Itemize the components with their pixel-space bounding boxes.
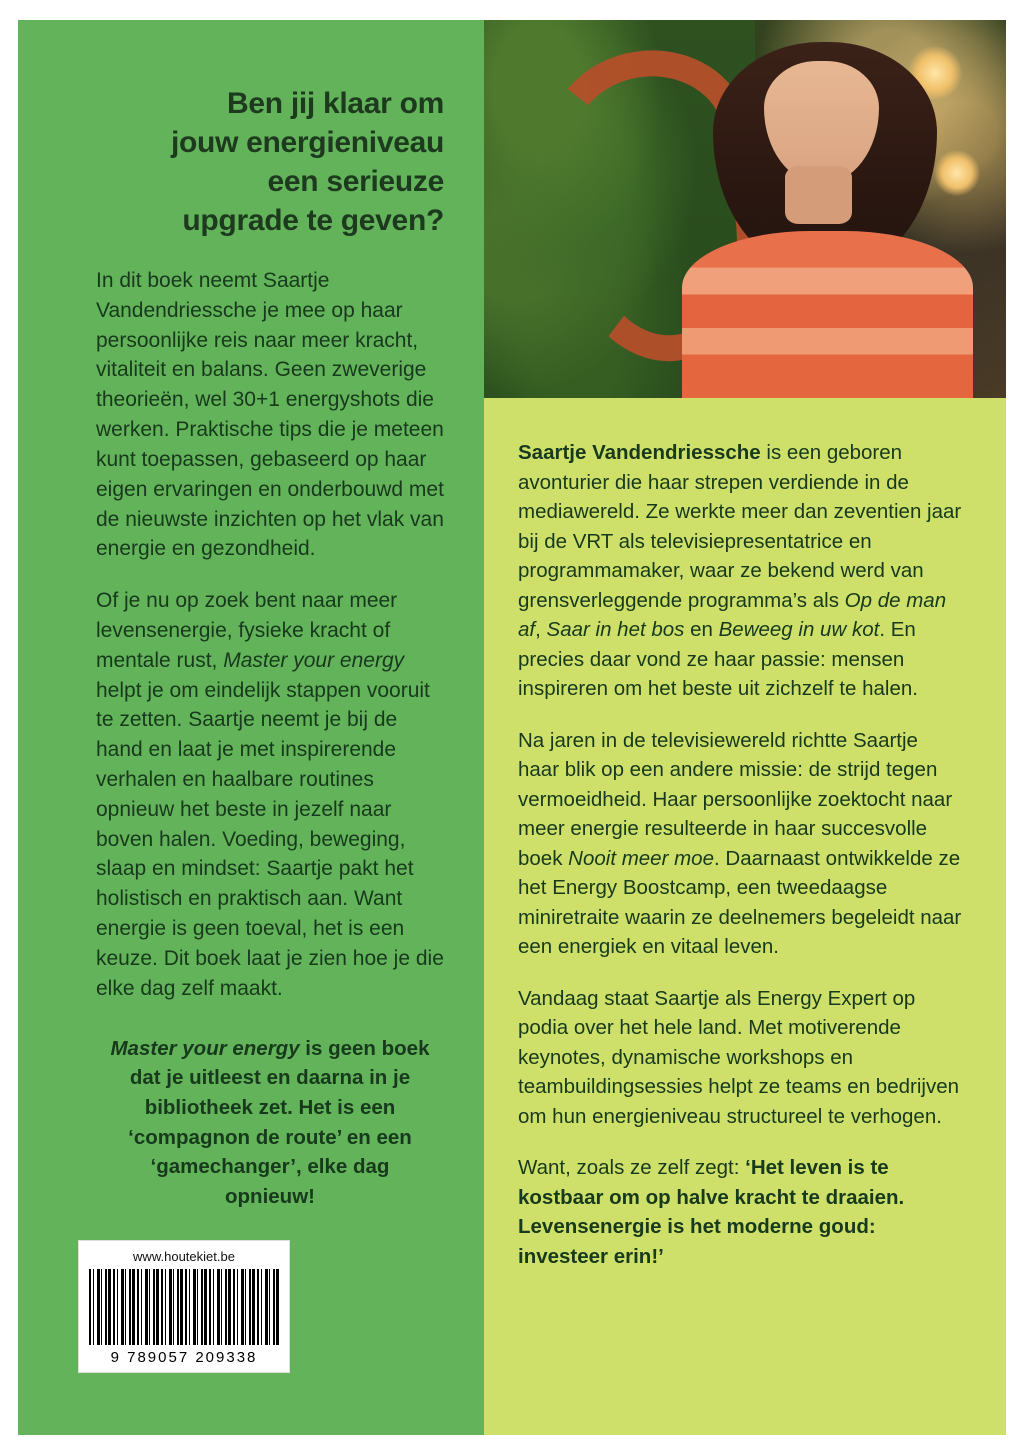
bio-p1-b: , <box>535 618 547 642</box>
bio-paragraph-3: Vandaag staat Saartje als Energy Expert op podia over het hele land. Met motiverende keynotes, dynamische workshops en teambuildingsessies helpt ze teams en bedrijven om hun energieniveau structureel te verhogen. <box>518 986 960 1128</box>
bio-p1-program-1: Op de man af <box>518 588 947 642</box>
bio-paragraph-2 <box>518 726 962 962</box>
bio-quote: ‘Het leven is te kostbaar om op halve kracht te draaien. Levensenergie is het moderne goud: investeer erin!’ <box>518 1156 905 1268</box>
pull-quote-rest: is geen boek dat je uitleest en daarna in je bibliotheek zet. Het is een ‘compagnon de route’ en een ‘gamechanger’, elke dag opnieuw! <box>128 1036 430 1209</box>
bio-p2-b: . Daarnaast ontwikkelde ze het Energy Boostcamp, een tweedaagse miniretraite waarin ze deelnemers begeleidt naar een energiek en vitaal leven. <box>518 846 962 959</box>
blurb-paragraph-2 <box>96 586 444 1003</box>
pull-quote-title: Master your energy <box>110 1036 300 1060</box>
author-photo <box>484 20 1006 398</box>
blurb-p2-part-b: helpt je om eindelijk stappen vooruit te zetten. Saartje neemt je bij de hand en laat je met inspirerende verhalen en haalbare routines opnieuw het beste in jezelf naar boven halen. Voeding, beweging, slaap en mindset: Saartje pakt het holistisch en praktisch aan. Want energie is geen toeval, het is een keuze. Dit boek laat je zien hoe je die elke dag zelf maakt. <box>96 678 444 1000</box>
headline-line-1: Ben jij klaar om <box>227 87 444 120</box>
photo-person-neck <box>785 166 852 224</box>
blurb-p2-part-a: Of je nu op zoek bent naar meer levensenergie, fysieke kracht of mentale rust, <box>96 589 398 672</box>
bio-p1-program-3: Beweeg in uw kot <box>718 618 880 642</box>
right-column <box>484 20 1006 1435</box>
blurb-p2-title: Master your energy <box>223 648 405 672</box>
photo-person-sweater <box>682 231 973 398</box>
pull-quote <box>96 1034 444 1212</box>
book-cover <box>18 20 1006 1435</box>
bio-p1-d: . En precies daar vond ze haar passie: mensen inspireren om het beste uit zichzelf te halen. <box>518 618 918 701</box>
bio-paragraph-4 <box>518 1153 962 1271</box>
bio-p1-c: en <box>684 618 719 642</box>
bio-p1-a: is een geboren avonturier die haar strepen verdiende in de mediawereld. Ze werkte meer dan zeventien jaar bij de VRT als televisiepresentatrice en programmamaker, waar ze bekend werd van grensverleggende programma’s als <box>518 441 962 612</box>
barcode-block <box>78 1240 290 1373</box>
headline-line-2: jouw energieniveau <box>170 126 444 159</box>
headline-line-4: upgrade te geven? <box>182 204 444 237</box>
bio-p2-book-title: Nooit meer moe <box>568 846 714 870</box>
author-bio <box>484 398 1006 1435</box>
blurb-paragraph-1: In dit boek neemt Saartje Vandendriessche je mee op haar persoonlijke reis naar meer kracht, vitaliteit en balans. Geen zweverige theorieën, wel 30+1 energyshots die werken. Praktische tips die je meteen kunt toepassen, gebaseerd op haar eigen ervaringen en onderbouwd met de nieuwste inzichten op het vlak van energie en gezondheid. <box>96 269 444 561</box>
blurb-text <box>96 266 444 1004</box>
publisher-url: www.houtekiet.be <box>133 1249 235 1264</box>
photo-person <box>682 35 985 398</box>
bio-p1-program-2: Saar in het bos <box>546 618 685 642</box>
author-name: Saartje Vandendriessche <box>518 441 761 464</box>
page-title <box>96 84 444 240</box>
barcode-icon <box>89 1269 279 1345</box>
left-column <box>18 20 484 1435</box>
bio-p4-a: Want, zoals ze zelf zegt: <box>518 1156 746 1180</box>
bio-p2-a: Na jaren in de televisiewereld richtte Saartje haar blik op een andere missie: de strijd tegen vermoeidheid. Haar persoonlijke zoektocht naar meer energie resulteerde in haar succesvolle boek <box>518 728 953 870</box>
headline-line-3: een serieuze <box>267 165 444 198</box>
isbn-number: 9 789057 209338 <box>110 1349 258 1366</box>
bio-paragraph-1 <box>518 438 962 704</box>
